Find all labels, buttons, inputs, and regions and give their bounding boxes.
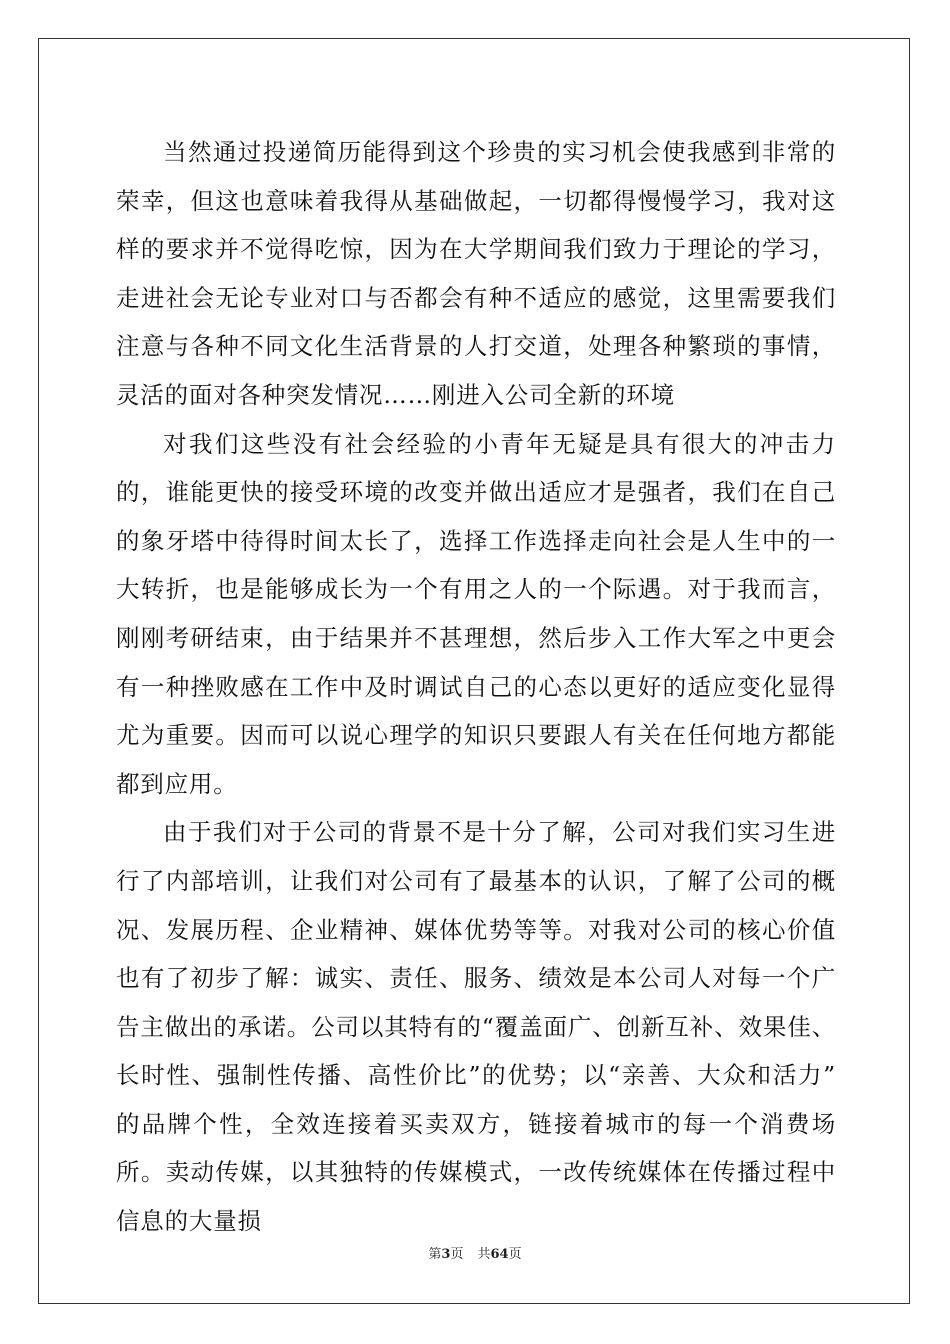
paragraph-1: 当然通过投递简历能得到这个珍贵的实习机会使我感到非常的荣幸，但这也意味着我得从基础做起，一切都得慢慢学习，我对这样的要求并不觉得吃惊，因为在大学期间我们致力于理论的学习，走进社会无论专业对口与否都会有种不适应的感觉，这里需要我们注意与各种不同文化生活背景的人打交道，处理各种繁琐的事情，灵活的面对各种突发情况……刚进入公司全新的环境 xyxy=(116,138,836,409)
total-prefix: 共 xyxy=(477,1247,491,1262)
page-suffix: 页 xyxy=(450,1247,464,1262)
total-pages: 64 xyxy=(490,1247,509,1262)
page-number: 3 xyxy=(441,1247,451,1262)
total-suffix: 页 xyxy=(508,1247,522,1262)
document-body xyxy=(116,128,836,1246)
paragraph-2: 对我们这些没有社会经验的小青年无疑是具有很大的冲击力的，谁能更快的接受环境的改变并做出适应才是强者，我们在自己的象牙塔中待得时间太长了，选择工作选择走向社会是人生中的一大转折，也是能够成长为一个有用之人的一个际遇。对于我而言，刚刚考研结束，由于结果并不甚理想，然后步入工作大军之中更会有一种挫败感在工作中及时调试自己的心态以更好的适应变化显得尤为重要。因而可以说心理学的知识只要跟人有关在任何地方都能都到应用。 xyxy=(116,429,836,798)
paragraph-3: 由于我们对于公司的背景不是十分了解，公司对我们实习生进行了内部培训，让我们对公司有了最基本的认识，了解了公司的概况、发展历程、企业精神、媒体优势等等。对我对公司的核心价值也有了初步了解：诚实、责任、服务、绩效是本公司人对每一个广告主做出的承诺。公司以其特有的“覆盖面广、创新互补、效果佳、长时性、强制性传播、高性价比”的优势；以“亲善、大众和活力” 的品牌个性，全效连接着买卖双方，链接着城市的每一个消费场所。卖动传媒，以其独特的传媒模式，一改传统媒体在传播过程中信息的大量损 xyxy=(116,818,836,1236)
page-prefix: 第 xyxy=(428,1247,442,1262)
page-footer xyxy=(0,1243,950,1262)
